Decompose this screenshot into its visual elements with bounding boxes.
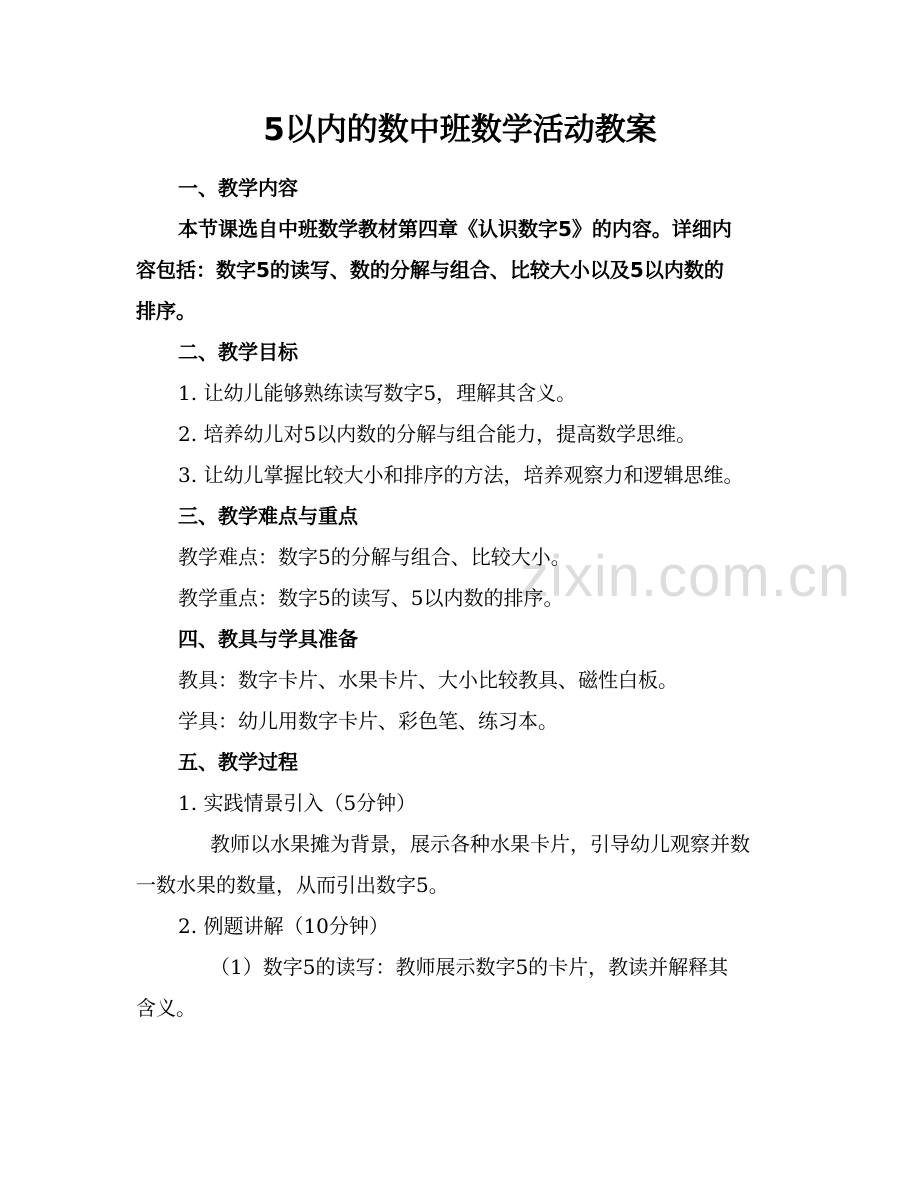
paragraph-line: 教学难点：数字5的分解与组合、比较大小。 (178, 545, 571, 569)
list-item: 1. 让幼儿能够熟练读写数字5，理解其含义。 (178, 381, 577, 405)
list-item: 2. 例题讲解（10分钟） (178, 914, 389, 938)
section-heading-goals: 二、教学目标 (178, 340, 298, 364)
paragraph-line: 含义。 (136, 996, 196, 1020)
list-item: 2. 培养幼儿对5以内数的分解与组合能力，提高数学思维。 (178, 422, 697, 446)
paragraph-line: 教学重点：数字5的读写、5以内数的排序。 (178, 586, 564, 610)
paragraph-line: 一数水果的数量，从而引出数字5。 (136, 873, 449, 897)
paragraph-line: 教具：数字卡片、水果卡片、大小比较教具、磁性白板。 (178, 668, 678, 692)
paragraph-line: 排序。 (136, 299, 196, 323)
section-heading-materials: 四、教具与学具准备 (178, 627, 358, 651)
list-item: 3. 让幼儿掌握比较大小和排序的方法，培养观察力和逻辑思维。 (178, 463, 744, 487)
paragraph-line: 容包括：数字5的读写、数的分解与组合、比较大小以及5以内数的 (136, 258, 724, 282)
paragraph-line: 教师以水果摊为背景，展示各种水果卡片，引导幼儿观察并数 (210, 832, 750, 856)
paragraph-line: 学具：幼儿用数字卡片、彩色笔、练习本。 (178, 709, 558, 733)
paragraph-line: （1）数字5的读写：教师展示数字5的卡片，教读并解释其 (210, 955, 729, 979)
section-heading-difficulties: 三、教学难点与重点 (178, 504, 358, 528)
section-heading-content: 一、教学内容 (178, 176, 298, 200)
watermark: zixin.com.cn (520, 544, 852, 609)
section-heading-process: 五、教学过程 (178, 750, 298, 774)
paragraph-line: 本节课选自中班数学教材第四章《认识数字5》的内容。详细内 (178, 217, 732, 241)
list-item: 1. 实践情景引入（5分钟） (178, 791, 417, 815)
document-title: 5以内的数中班数学活动教案 (263, 112, 657, 148)
